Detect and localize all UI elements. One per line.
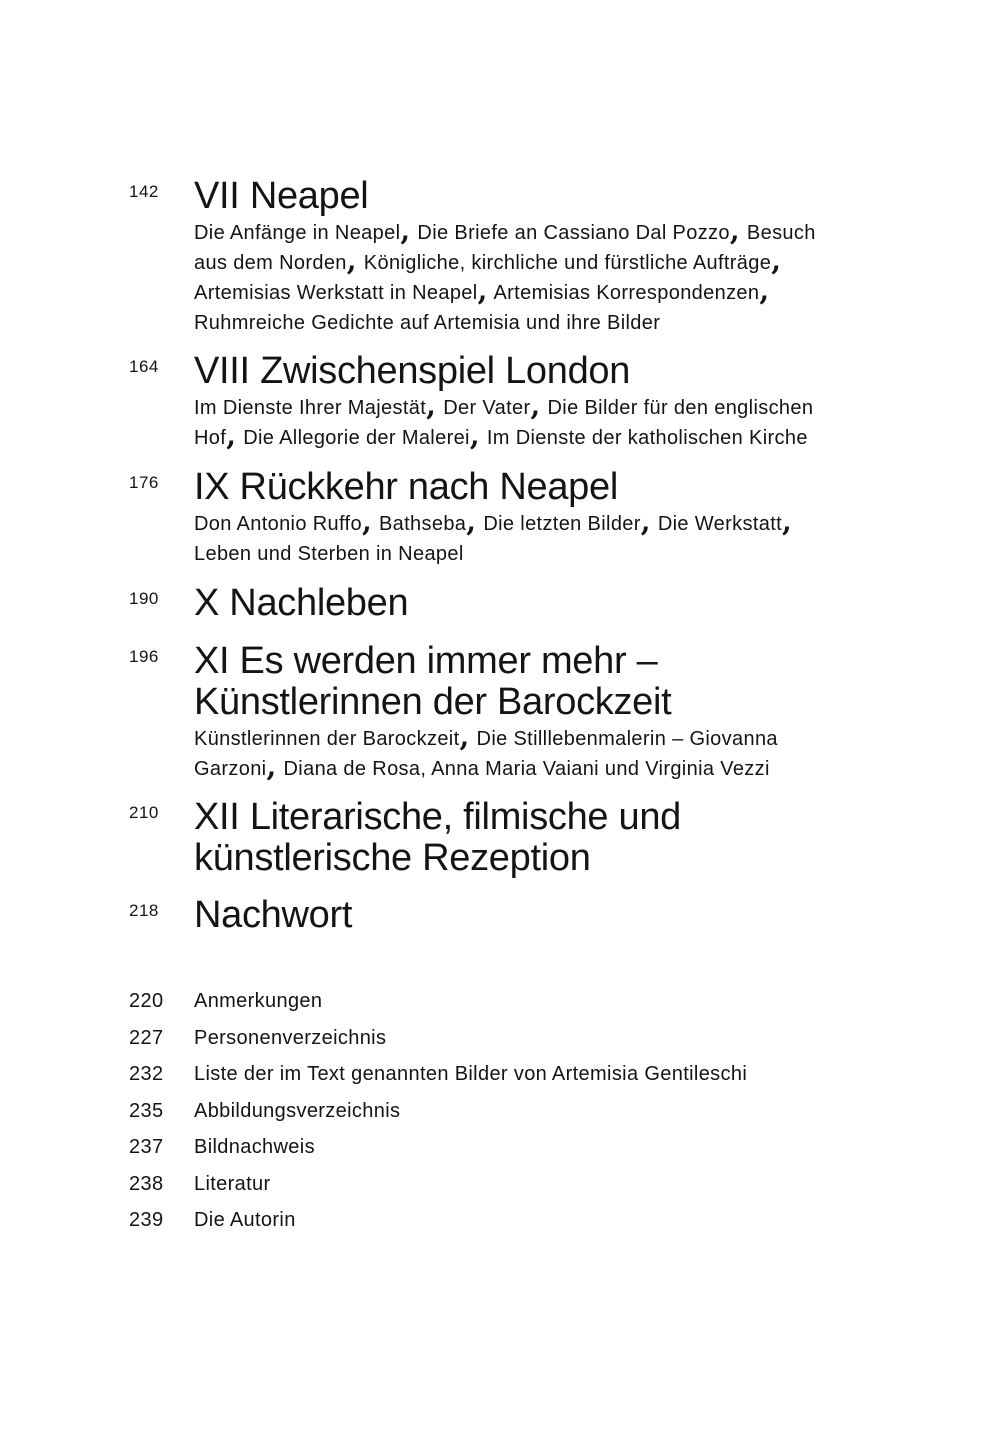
back-matter-page-number: 220 [129,990,164,1012]
chapter-content [194,641,894,784]
separator-comma: , [266,750,277,783]
subsection-line [194,274,894,308]
subsection-title: Die letzten Bilder [483,513,641,535]
subsection-title: Die Bilder für den englischen [547,397,814,419]
toc-back-matter-entry [0,1169,1000,1206]
subsection-title: Der Vater [443,397,531,419]
subsection-title: Die Stilllebenmalerin – Giovanna [476,728,778,750]
back-matter-page-number: 235 [129,1099,164,1122]
subsection-title: Die Allegorie der Malerei [243,427,470,449]
chapter-title [194,467,894,508]
subsection-line [194,539,894,569]
subsection-line [194,419,894,453]
subsection-line [194,308,894,338]
subsection-title: Im Dienste Ihrer Majestät [194,397,427,419]
separator-comma: , [640,505,651,538]
subsection-title: Artemisias Werkstatt in Neapel [194,282,478,304]
subsection-title: Don Antonio Ruffo [194,513,362,535]
back-matter-page-number: 227 [129,1026,164,1049]
chapter-content [194,895,894,936]
subsection-line [194,720,894,754]
chapter-title-line: künstlerische Rezeption [194,837,591,879]
chapter-content [194,583,894,624]
chapter-title-line: X Nachleben [194,582,409,624]
subsection-title: Königliche, kirchliche und fürstliche Aufträge [363,252,772,274]
chapter-page-number: 176 [129,473,159,492]
separator-comma: , [771,244,782,277]
chapter-title [194,583,894,624]
chapter-title-line: IX Rückkehr nach Neapel [194,466,618,508]
separator-comma: , [469,419,480,452]
chapter-content [194,176,894,338]
separator-comma: , [361,505,373,538]
chapter-page-number: 218 [129,901,159,920]
toc-back-matter-entry [0,1205,1000,1242]
subsection-line [194,214,894,248]
back-matter-title: Liste der im Text genannten Bilder von Artemisia Gentileschi [194,1063,748,1085]
chapter-page-number: 164 [129,357,159,376]
separator-comma: , [346,244,357,277]
toc-back-matter-entry [0,1023,1000,1060]
subsection-title: Die Briefe an Cassiano Dal Pozzo [417,222,730,244]
subsection-line [194,505,894,539]
subsection-title: Hof [194,427,227,449]
back-matter-page-number: 237 [129,1136,164,1158]
back-matter-title: Abbildungsverzeichnis [194,1099,401,1122]
chapter-title-line: VIII Zwischenspiel London [194,350,631,392]
separator-comma: , [530,389,541,422]
chapter-subsections [194,720,894,784]
back-matter-page-number: 239 [129,1209,164,1231]
chapter-page-number: 196 [129,647,159,666]
separator-comma: , [400,214,411,247]
subsection-line [194,750,894,784]
chapter-content [194,797,894,879]
toc-back-matter-entry [0,986,1000,1023]
separator-comma: , [782,505,793,538]
separator-comma: , [759,274,770,307]
subsection-title: aus dem Norden [194,252,347,274]
chapter-content [194,351,894,453]
separator-comma: , [477,274,488,307]
chapter-subsections [194,214,894,338]
chapter-page-number: 210 [129,803,159,822]
back-matter-list [0,986,1000,1242]
subsection-title: Artemisias Korrespondenzen [493,282,760,304]
separator-comma: , [226,419,237,452]
subsection-title: Besuch [746,222,816,244]
chapter-title [194,351,894,392]
chapter-subsections [194,505,894,569]
chapter-subsections [194,389,894,453]
back-matter-title: Personenverzeichnis [194,1026,387,1049]
chapter-title [194,895,894,936]
chapter-title-line: Künstlerinnen der Barockzeit [194,681,672,723]
subsection-line [194,389,894,423]
subsection-title: Künstlerinnen der Barockzeit [194,728,460,750]
separator-comma: , [459,720,470,753]
toc-back-matter-entry [0,1059,1000,1096]
subsection-title: Garzoni [194,758,267,780]
subsection-title: Leben und Sterben in Neapel [194,543,464,565]
chapter-page-number: 142 [129,182,159,201]
subsection-title: Bathseba [378,513,467,535]
chapter-title-line: Nachwort [194,894,353,936]
chapter-title [194,641,894,723]
chapter-title [194,176,894,217]
chapter-title-line: XII Literarische, filmische und [194,796,682,838]
chapter-content [194,467,894,569]
subsection-title: Die Anfänge in Neapel [194,222,401,244]
back-matter-page-number: 238 [129,1172,164,1195]
chapter-title-line: VII Neapel [194,175,369,217]
back-matter-page-number: 232 [129,1063,164,1085]
subsection-title: Diana de Rosa, Anna Maria Vaiani und Virginia Vezzi [283,758,770,780]
subsection-line [194,244,894,278]
toc-back-matter-entry [0,1096,1000,1133]
chapter-title [194,797,894,879]
separator-comma: , [729,214,740,247]
back-matter-title: Bildnachweis [194,1136,315,1158]
chapter-title-line: XI Es werden immer mehr – [194,640,658,682]
chapter-page-number: 190 [129,589,159,608]
back-matter-title: Die Autorin [194,1209,296,1231]
separator-comma: , [466,505,477,538]
separator-comma: , [426,389,437,422]
toc-back-matter-entry [0,1132,1000,1169]
back-matter-title: Anmerkungen [194,990,323,1012]
subsection-title: Im Dienste der katholischen Kirche [486,427,808,449]
subsection-title: Die Werkstatt [657,513,783,535]
back-matter-title: Literatur [194,1172,271,1195]
subsection-title: Ruhmreiche Gedichte auf Artemisia und ihre Bilder [194,312,661,334]
